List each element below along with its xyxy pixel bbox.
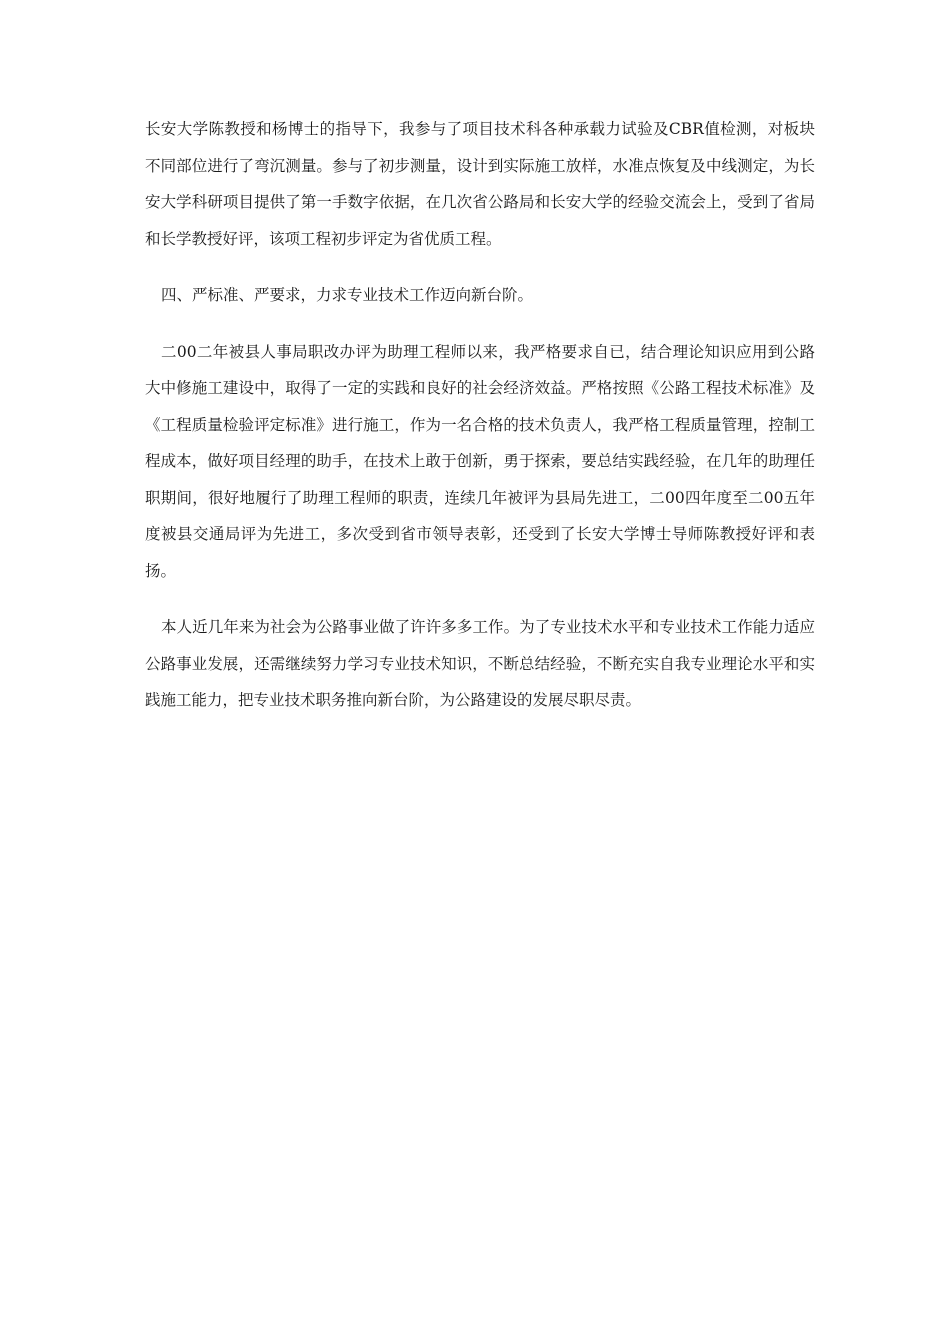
paragraph-2: 二00二年被县人事局职改办评为助理工程师以来，我严格要求自已，结合理论知识应用到公路大中修施工建设中，取得了一定的实践和良好的社会经济效益。严格按照《公路工程技术标准》及《工程质量检验评定标准》进行施工，作为一名合格的技术负责人，我严格工程质量管理，控制工程成本，做好项目经理的助手，在技术上敢于创新，勇于探索，要总结实践经验，在几年的助理任职期间，很好地履行了助理工程师的职责，连续几年被评为县局先进工，二00四年度至二00五年度被县交通局评为先进工，多次受到省市领导表彰，还受到了长安大学博士导师陈教授好评和表扬。 [145, 342, 815, 580]
paragraph-3: 本人近几年来为社会为公路事业做了许许多多工作。为了专业技术水平和专业技术工作能力适应公路事业发展，还需继续努力学习专业技术知识，不断总结经验，不断充实自我专业理论水平和实践施工能力，把专业技术职务推向新台阶，为公路建设的发展尽职尽责。 [145, 618, 815, 709]
paragraph-1: 长安大学陈教授和杨博士的指导下，我参与了项目技术科各种承载力试验及CBR值检测，对板块不同部位进行了弯沉测量。参与了初步测量，设计到实际施工放样，水准点恢复及中线测定，为长安大学科研项目提供了第一手数字依据，在几次省公路局和长安大学的经验交流会上，受到了省局和长学教授好评，该项工程初步评定为省优质工程。 [145, 120, 815, 248]
document-body [145, 111, 815, 739]
section-heading-4: 四、严标准、严要求，力求专业技术工作迈向新台阶。 [161, 286, 534, 304]
